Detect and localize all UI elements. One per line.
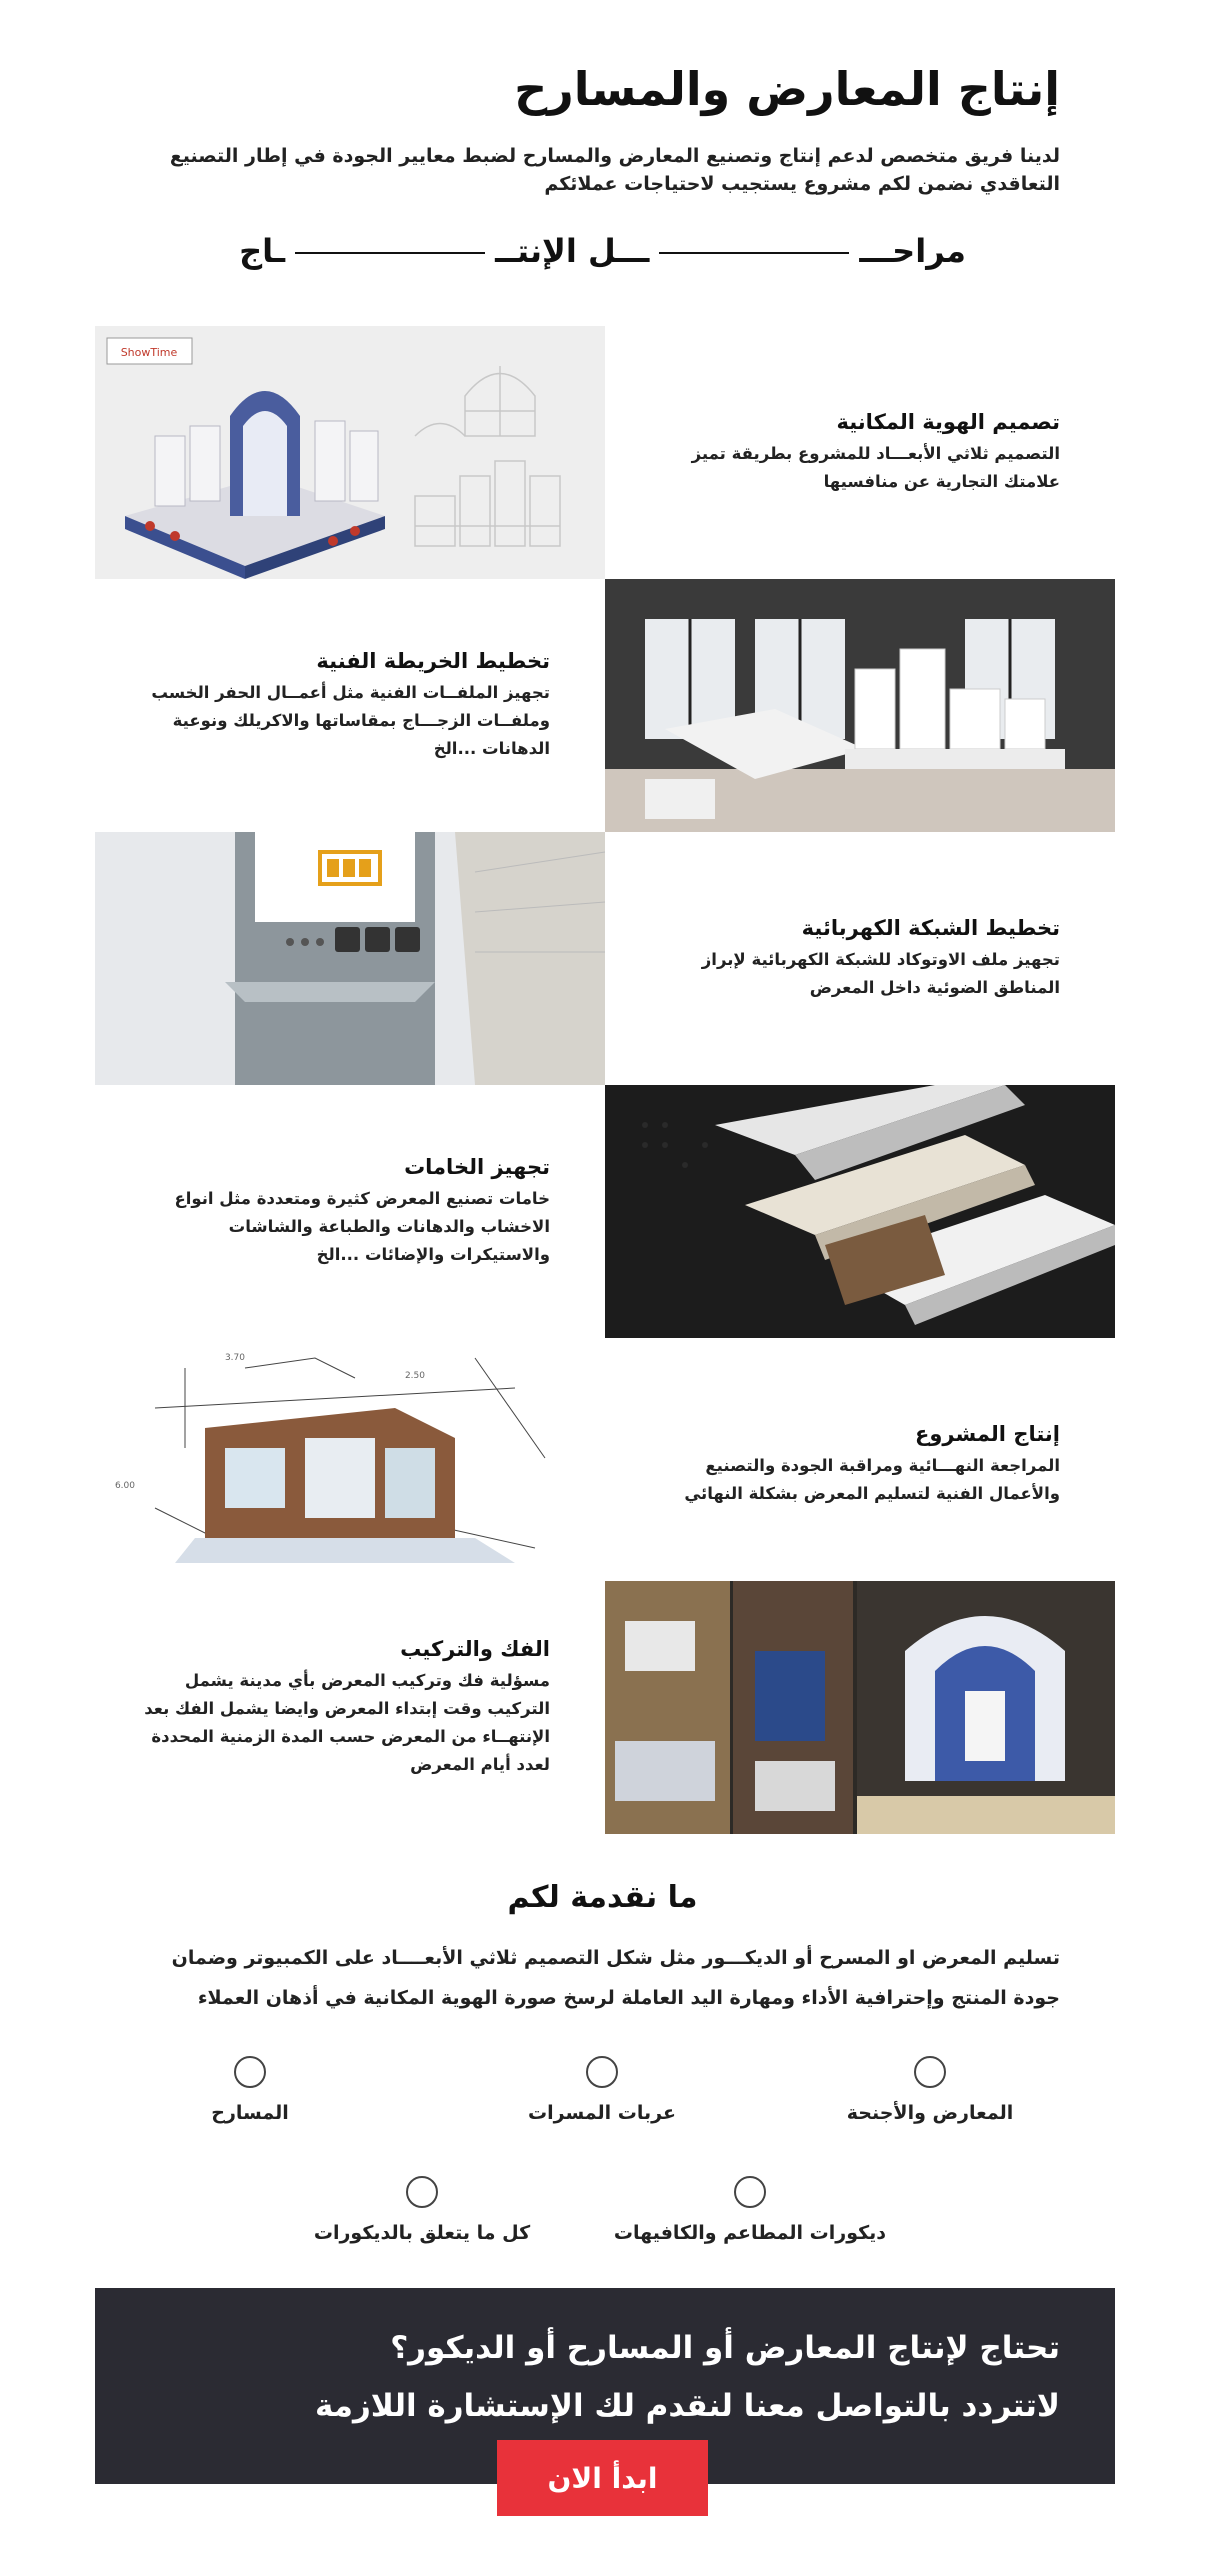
- stage-5: [95, 1338, 1115, 1591]
- architecture-sketch-image: [95, 1338, 605, 1591]
- cta-heading: تحتاج لإنتاج المعارض أو المسارح أو الديكور؟: [390, 2330, 1060, 2366]
- page-description: لدينا فريق متخصص لدعم إنتاج وتصنيع المعارض والمسارح لضبط معايير الجودة في إطار التصنيع التعاقدي نضمن لكم مشروع يستجيب لاحتياجات عملائكم: [169, 145, 1060, 195]
- stage-4-text: [95, 1085, 605, 1338]
- booth-render-image: [95, 326, 605, 579]
- option-radio[interactable]: [914, 2056, 946, 2088]
- option-radio[interactable]: [234, 2056, 266, 2088]
- option-label: كل ما يتعلق بالديكورات: [313, 2222, 531, 2244]
- design-studio-image: [605, 579, 1115, 832]
- offer-description: تسليم المعرض او المسرح أو الديكـــور مثل شكل التصميم ثلاثي الأبعــــاد على الكمبيوتر وضمان جودة المنتج وإحترافية الأداء ومهارة اليد العاملة لرسخ صورة الهوية المكانية في أذهان العملاء: [171, 1947, 1060, 2009]
- option-radio[interactable]: [734, 2176, 766, 2208]
- installation-photos-image: [605, 1581, 1115, 1834]
- stage-1-text: [605, 326, 1115, 579]
- stage-1-image: [95, 326, 605, 579]
- stage-3-title: تخطيط الشبكة الكهربائية: [801, 915, 1060, 940]
- page-title: إنتاج المعارض والمسارح: [514, 62, 1060, 116]
- offer-title: ما نقدمة لكم: [507, 1880, 698, 1915]
- stage-6-title: الفك والتركيب: [400, 1636, 550, 1661]
- stage-4-title: تجهيز الخامات: [404, 1154, 550, 1179]
- option-theaters[interactable]: [100, 2056, 400, 2124]
- svg-text:2.50: 2.50: [404, 1371, 425, 1381]
- option-carts[interactable]: [452, 2056, 752, 2124]
- stage-5-image: [95, 1338, 605, 1591]
- stage-4-image: [605, 1085, 1115, 1338]
- option-radio[interactable]: [406, 2176, 438, 2208]
- stages-title-second: ـــل الإنتــ: [495, 232, 650, 270]
- stage-1: [95, 326, 1115, 579]
- stage-6: [95, 1581, 1115, 1834]
- stage-5-description: المراجعة النهـــائية ومراقبة الجودة والتصنيع والأعمال الفنية لتسليم المعرض بشكلة النهائي: [684, 1455, 1060, 1503]
- stage-5-title: إنتاج المشروع: [915, 1421, 1060, 1446]
- option-label: ديكورات المطاعم والكافيهات: [613, 2222, 887, 2244]
- stage-2-image: [605, 579, 1115, 832]
- stage-4: [95, 1085, 1115, 1338]
- svg-text:6.00: 6.00: [114, 1481, 135, 1491]
- stages-title-first: مراحـــ: [859, 232, 966, 270]
- material-samples-image: [605, 1085, 1115, 1338]
- stage-3-description: تجهيز ملف الاوتوكاد للشبكة الكهربائية لإبراز المناطق الضوئية داخل المعرض: [701, 949, 1060, 997]
- option-decor[interactable]: [272, 2176, 572, 2244]
- option-exhibitions[interactable]: [780, 2056, 1080, 2124]
- stage-2: [95, 579, 1115, 832]
- stage-5-text: [605, 1338, 1115, 1591]
- booth-logo-text: ShowTime: [120, 346, 178, 359]
- stage-1-title: تصميم الهوية المكانية: [836, 409, 1060, 434]
- stage-3-text: [605, 832, 1115, 1085]
- option-restaurants[interactable]: [600, 2176, 900, 2244]
- stage-2-description: تجهيز الملفــات الفنية مثل أعمــال الحفر الخسب وملفــات الزجـــاج بمقاساتها والاكريلك ونوعية الدهانات ...الخ: [151, 682, 550, 758]
- stages-heading: [0, 232, 1205, 270]
- start-now-button[interactable]: ابدأ الان: [497, 2440, 708, 2516]
- option-label: عربات المسرات: [528, 2102, 676, 2124]
- option-label: المعارض والأجنحة: [846, 2102, 1014, 2124]
- charging-kiosk-image: [95, 832, 605, 1085]
- option-radio[interactable]: [586, 2056, 618, 2088]
- stages-title-third: ـاج: [239, 232, 286, 270]
- option-label: المسارح: [211, 2102, 289, 2124]
- heading-line: [295, 252, 485, 254]
- heading-line: [659, 252, 849, 254]
- stage-6-image: [605, 1581, 1115, 1834]
- stage-6-text: [95, 1581, 605, 1834]
- stage-1-description: التصميم ثلاثي الأبعـــاد للمشروع بطريقة تميز علامتك التجارية عن منافسيها: [691, 443, 1060, 491]
- stage-2-text: [95, 579, 605, 832]
- stage-2-title: تخطيط الخريطة الفنية: [316, 648, 550, 673]
- svg-text:3.70: 3.70: [224, 1353, 245, 1363]
- stage-3-image: [95, 832, 605, 1085]
- stage-3: [95, 832, 1115, 1085]
- stage-4-description: خامات تصنيع المعرض كثيرة ومتعددة مثل انواع الاخشاب والدهانات والطباعة والشاشات والاستيكرات والإضائات ...الخ: [174, 1188, 550, 1264]
- cta-subheading: لاتتردد بالتواصل معنا لنقدم لك الإستشارة اللازمة: [314, 2388, 1060, 2424]
- stage-6-description: مسؤلية فك وتركيب المعرض بأي مدينة يشمل التركيب وقت إبتداء المعرض وايضا يشمل الفك بعد الإنتهــاء من المعرض حسب المدة الزمنية المحددة لعدد أيام المعرض: [144, 1670, 550, 1774]
